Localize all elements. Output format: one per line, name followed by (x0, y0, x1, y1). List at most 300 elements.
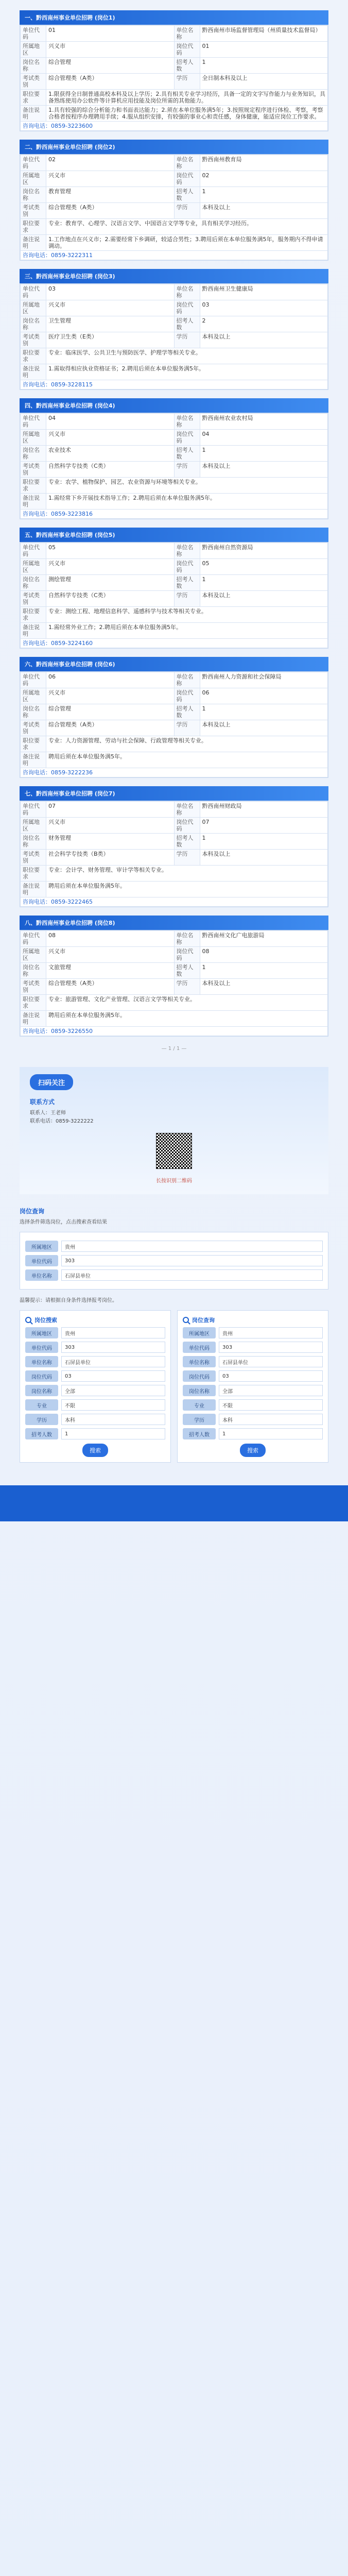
table-row (21, 380, 328, 389)
field-label: 单位代码 (21, 802, 46, 818)
search-field-input[interactable]: 1 (61, 1428, 165, 1439)
filter-section-title: 岗位查询 (20, 1208, 45, 1215)
search-field-label: 学历 (183, 1414, 216, 1425)
table-row (21, 963, 328, 979)
quick-name-input[interactable]: 石屏县单位 (61, 1269, 323, 1281)
search-field-input[interactable]: 303 (219, 1342, 323, 1353)
table-row (21, 90, 328, 106)
field-label: 所属地区 (21, 42, 46, 58)
job-table (20, 930, 328, 1036)
field-label: 单位名称 (174, 155, 200, 171)
field-label: 岗位名称 (21, 963, 46, 979)
field-label: 单位名称 (174, 284, 200, 300)
field-value: 1.具有较强的综合分析能力和书面表达能力；2.须在本单位服务满5年；3.按照规定程序进行体检、考察，考察合格者按程序办理聘用手续；4.服从组织安排，有较强的事业心和责任感，身体健康，能适应岗位工作要求。 (46, 106, 328, 122)
consult-phone: 咨询电话：0859-3223600 (21, 122, 328, 131)
field-value: 1 (200, 834, 328, 850)
field-label: 职位要求 (21, 348, 46, 364)
field-value: 综合管理类（A类） (46, 720, 175, 736)
table-row (21, 284, 328, 300)
search-field-input[interactable]: 贵州 (219, 1327, 323, 1338)
field-label: 备注说明 (21, 752, 46, 768)
field-value: 综合管理 (46, 704, 175, 720)
field-value: 黔西南州农业农村局 (200, 414, 328, 430)
search-field-label: 所属地区 (183, 1327, 216, 1338)
field-value: 专业：教育学、心理学、汉语言文学、中国语言文学等专业，具有相关学习经历。 (46, 219, 328, 235)
search-field-input[interactable]: 03 (219, 1370, 323, 1382)
field-label: 所属地区 (21, 300, 46, 316)
table-row (21, 575, 328, 591)
field-label: 招考人数 (174, 834, 200, 850)
field-value: 综合管理类（A类） (46, 979, 175, 995)
search-field-label: 岗位名称 (25, 1385, 58, 1396)
field-value: 07 (200, 818, 328, 834)
field-value: 06 (200, 688, 328, 704)
job-table (20, 672, 328, 777)
table-row (21, 736, 328, 752)
field-label: 考试类别 (21, 203, 46, 219)
table-row (21, 607, 328, 623)
table-row (21, 720, 328, 736)
search-field-input[interactable]: 03 (61, 1370, 165, 1382)
field-value: 兴义市 (46, 688, 175, 704)
field-value: 03 (200, 300, 328, 316)
consult-phone: 咨询电话：0859-3222465 (21, 897, 328, 907)
field-value: 01 (46, 26, 175, 42)
search-field-row (25, 1399, 165, 1411)
search-field-label: 单位代码 (183, 1342, 216, 1353)
field-label: 职位要求 (21, 995, 46, 1011)
search-field-input[interactable]: 不限 (219, 1399, 323, 1411)
quick-code-label: 单位代码 (25, 1255, 58, 1266)
table-row (21, 58, 328, 74)
field-value: 兴义市 (46, 42, 175, 58)
field-value: 黔西南州人力资源和社会保障局 (200, 672, 328, 688)
quick-area-row (25, 1241, 323, 1252)
field-label: 所属地区 (21, 559, 46, 575)
field-value: 专业：农学、植物保护、园艺、农业资源与环境等相关专业。 (46, 478, 328, 494)
table-row (21, 235, 328, 251)
field-value: 文旅管理 (46, 963, 175, 979)
table-row (21, 171, 328, 187)
field-value: 兴义市 (46, 430, 175, 446)
search-field-label: 单位名称 (183, 1356, 216, 1367)
table-row (21, 348, 328, 364)
field-label: 单位名称 (174, 414, 200, 430)
search-field-label: 岗位名称 (183, 1385, 216, 1396)
filter-area (20, 1194, 328, 1475)
field-value: 1 (200, 704, 328, 720)
table-row (21, 979, 328, 995)
table-row (21, 446, 328, 462)
table-row (21, 834, 328, 850)
field-label: 岗位名称 (21, 187, 46, 203)
table-row (21, 316, 328, 332)
field-value: 1 (200, 187, 328, 203)
search-field-label: 学历 (25, 1414, 58, 1425)
table-row (21, 688, 328, 704)
field-label: 备注说明 (21, 623, 46, 639)
table-row (21, 203, 328, 219)
field-value: 兴义市 (46, 300, 175, 316)
field-label: 学历 (174, 720, 200, 736)
field-value: 聘用后须在本单位服务满5年。 (46, 882, 328, 897)
right-card-header (183, 1316, 323, 1324)
search-field-row (183, 1414, 323, 1425)
job-table (20, 543, 328, 648)
field-label: 岗位代码 (174, 559, 200, 575)
search-field-row (25, 1327, 165, 1338)
search-field-input[interactable]: 贵州 (61, 1327, 165, 1338)
field-label: 学历 (174, 979, 200, 995)
search-field-input[interactable]: 本科 (61, 1414, 165, 1425)
search-field-row (183, 1385, 323, 1396)
field-label: 职位要求 (21, 219, 46, 235)
field-value: 1.需经常外业工作；2.聘用后须在本单位服务满5年。 (46, 623, 328, 639)
search-field-label: 单位名称 (25, 1356, 58, 1367)
field-value: 05 (200, 559, 328, 575)
field-label: 单位代码 (21, 543, 46, 559)
field-label: 考试类别 (21, 850, 46, 866)
field-value: 黔西南州教育局 (200, 155, 328, 171)
consult-phone: 咨询电话：0859-3228115 (21, 380, 328, 389)
search-field-input[interactable]: 石屏县单位 (61, 1356, 165, 1367)
table-row (21, 42, 328, 58)
field-label: 所属地区 (21, 171, 46, 187)
field-label: 学历 (174, 850, 200, 866)
field-label: 岗位代码 (174, 171, 200, 187)
job-table (20, 155, 328, 260)
field-value: 医疗卫生类（E类） (46, 332, 175, 348)
field-value: 1 (200, 575, 328, 591)
table-row (21, 187, 328, 203)
field-value: 本科及以上 (200, 850, 328, 866)
field-label: 招考人数 (174, 963, 200, 979)
job-block (20, 801, 328, 907)
field-value: 04 (46, 414, 175, 430)
section-title: 七、黔西南州事业单位招聘 (岗位7) (20, 786, 328, 801)
field-label: 备注说明 (21, 882, 46, 897)
field-value: 1.限获得全日制普通高校本科及以上学历；2.具有相关专业学习经历，具备一定的文字写作能力与业务知识，具备熟练使用办公软件等计算机应用技能及岗位所需的其他能力。 (46, 90, 328, 106)
field-value: 黔西南州自然资源局 (200, 543, 328, 559)
search-field-row (25, 1385, 165, 1396)
field-label: 考试类别 (21, 332, 46, 348)
field-label: 岗位名称 (21, 446, 46, 462)
field-label: 职位要求 (21, 478, 46, 494)
field-value: 专业：旅游管理、文化产业管理、汉语言文学等相关专业。 (46, 995, 328, 1011)
right-card-fields (183, 1327, 323, 1439)
table-row (21, 947, 328, 963)
field-value: 综合管理 (46, 58, 175, 74)
field-label: 学历 (174, 74, 200, 90)
table-row (21, 414, 328, 430)
search-field-row (183, 1428, 323, 1439)
search-cards (20, 1310, 328, 1470)
job-sections (20, 0, 328, 1037)
field-value: 综合管理类（A类） (46, 203, 175, 219)
search-field-input[interactable]: 不限 (61, 1399, 165, 1411)
field-label: 考试类别 (21, 720, 46, 736)
field-value: 08 (46, 931, 175, 947)
search-field-row (183, 1342, 323, 1353)
field-label: 单位名称 (174, 931, 200, 947)
job-block (20, 542, 328, 649)
search-field-input[interactable]: 全部 (219, 1385, 323, 1396)
table-row (21, 931, 328, 947)
quick-name-label: 单位名称 (25, 1269, 58, 1281)
field-label: 单位名称 (174, 26, 200, 42)
table-row (21, 219, 328, 235)
field-value: 05 (46, 543, 175, 559)
search-field-label: 招考人数 (25, 1428, 58, 1439)
field-label: 岗位代码 (174, 300, 200, 316)
field-label: 岗位名称 (21, 834, 46, 850)
contact-line-1: 联系人：王老师 (30, 1110, 66, 1116)
qr-section (20, 1067, 328, 1194)
table-row (21, 704, 328, 720)
consult-phone: 咨询电话：0859-3222311 (21, 251, 328, 260)
field-value: 2 (200, 316, 328, 332)
field-value: 农业技术 (46, 446, 175, 462)
table-row (21, 559, 328, 575)
table-row (21, 591, 328, 607)
field-value: 财务管理 (46, 834, 175, 850)
search-field-row (25, 1414, 165, 1425)
search-field-row (25, 1356, 165, 1367)
search-field-label: 招考人数 (183, 1428, 216, 1439)
field-value: 综合管理类（A类） (46, 74, 175, 90)
table-row (21, 332, 328, 348)
field-label: 职位要求 (21, 607, 46, 623)
field-value: 1.需经常下乡开展技术指导工作；2.聘用后须在本单位服务满5年。 (46, 494, 328, 510)
field-label: 岗位代码 (174, 688, 200, 704)
filter-hint: 选择条件筛选岗位，点击搜索查看结果 (20, 1219, 107, 1225)
job-block (20, 413, 328, 519)
quick-area-select[interactable]: 贵州 (61, 1241, 323, 1252)
field-label: 招考人数 (174, 58, 200, 74)
job-table (20, 801, 328, 907)
field-label: 岗位名称 (21, 704, 46, 720)
search-field-label: 单位代码 (25, 1342, 58, 1353)
field-label: 考试类别 (21, 462, 46, 478)
consult-phone: 咨询电话：0859-3226550 (21, 1027, 328, 1036)
field-value: 专业：测绘工程、地理信息科学、遥感科学与技术等相关专业。 (46, 607, 328, 623)
search-field-input[interactable]: 303 (61, 1342, 165, 1353)
search-field-row (25, 1428, 165, 1439)
field-label: 岗位代码 (174, 42, 200, 58)
quick-filter-card (20, 1232, 328, 1290)
field-label: 考试类别 (21, 979, 46, 995)
field-value: 专业：人力资源管理、劳动与社会保障、行政管理等相关专业。 (46, 736, 328, 752)
field-value: 1.需取得相应执业资格证书；2.聘用后须在本单位服务满5年。 (46, 364, 328, 380)
job-block (20, 154, 328, 261)
job-block (20, 930, 328, 1037)
search-field-input[interactable]: 石屏县单位 (219, 1356, 323, 1367)
consult-phone: 咨询电话：0859-3224160 (21, 639, 328, 648)
table-row (21, 818, 328, 834)
field-value: 1 (200, 58, 328, 74)
field-label: 招考人数 (174, 446, 200, 462)
table-row (21, 300, 328, 316)
table-row (21, 802, 328, 818)
search-icon (183, 1317, 189, 1323)
table-row (21, 672, 328, 688)
field-value: 01 (200, 42, 328, 58)
field-value: 1.工作地点在兴义市；2.需要经常下乡调研，较适合男性；3.聘用后须在本单位服务满5年，服务期内不得申请调动。 (46, 235, 328, 251)
search-field-row (25, 1370, 165, 1382)
search-field-label: 岗位代码 (183, 1370, 216, 1382)
section-title: 六、黔西南州事业单位招聘 (岗位6) (20, 657, 328, 671)
field-label: 岗位代码 (174, 818, 200, 834)
field-value: 全日制本科及以上 (200, 74, 328, 90)
search-field-row (183, 1399, 323, 1411)
field-label: 职位要求 (21, 90, 46, 106)
contact-title: 联系方式 (30, 1098, 55, 1106)
field-value: 黔西南州市场监督管理局（州质量技术监督局） (200, 26, 328, 42)
left-card-title: 岗位搜索 (34, 1317, 57, 1324)
field-value: 兴义市 (46, 171, 175, 187)
job-block (20, 283, 328, 390)
field-value: 自然科学专技类（C类） (46, 462, 175, 478)
section-title: 一、黔西南州事业单位招聘 (岗位1) (20, 10, 328, 25)
field-value: 黔西南州卫生健康局 (200, 284, 328, 300)
field-value: 本科及以上 (200, 591, 328, 607)
field-label: 单位代码 (21, 931, 46, 947)
job-table (20, 284, 328, 389)
field-label: 岗位名称 (21, 316, 46, 332)
field-value: 04 (200, 430, 328, 446)
quick-code-row (25, 1255, 323, 1266)
field-label: 岗位代码 (174, 947, 200, 963)
table-row (21, 251, 328, 260)
search-field-row (183, 1356, 323, 1367)
table-row (21, 850, 328, 866)
section-title: 五、黔西南州事业单位招聘 (岗位5) (20, 528, 328, 542)
job-table (20, 25, 328, 131)
right-search-button[interactable]: 搜索 (240, 1444, 266, 1457)
search-field-input[interactable]: 1 (219, 1428, 323, 1439)
table-row (21, 430, 328, 446)
job-block (20, 25, 328, 131)
field-label: 备注说明 (21, 364, 46, 380)
field-value: 06 (46, 672, 175, 688)
contact-line-2: 联系电话：0859-3222222 (30, 1118, 94, 1124)
section-title: 四、黔西南州事业单位招聘 (岗位4) (20, 398, 328, 413)
section-title: 三、黔西南州事业单位招聘 (岗位3) (20, 269, 328, 283)
table-row (21, 462, 328, 478)
section-title: 八、黔西南州事业单位招聘 (岗位8) (20, 916, 328, 930)
job-table (20, 413, 328, 519)
field-value: 聘用后须在本单位服务满5年。 (46, 1011, 328, 1027)
table-row (21, 510, 328, 519)
search-field-input[interactable]: 全部 (61, 1385, 165, 1396)
table-row (21, 1027, 328, 1036)
pager[interactable]: — 1 / 1 — (161, 1046, 187, 1052)
field-label: 岗位名称 (21, 58, 46, 74)
field-value: 教育管理 (46, 187, 175, 203)
quick-name-row (25, 1269, 323, 1281)
field-label: 单位代码 (21, 672, 46, 688)
field-value: 本科及以上 (200, 462, 328, 478)
table-row (21, 74, 328, 90)
search-field-label: 所属地区 (25, 1327, 58, 1338)
table-row (21, 866, 328, 882)
field-value: 02 (200, 171, 328, 187)
left-card-header (25, 1316, 165, 1324)
table-row (21, 897, 328, 907)
field-value: 本科及以上 (200, 979, 328, 995)
table-row (21, 478, 328, 494)
quick-area-label: 所属地区 (25, 1241, 58, 1252)
table-row (21, 623, 328, 639)
field-label: 备注说明 (21, 494, 46, 510)
field-value: 测绘管理 (46, 575, 175, 591)
field-label: 单位代码 (21, 414, 46, 430)
right-card-title: 岗位查询 (192, 1317, 215, 1324)
field-label: 单位代码 (21, 26, 46, 42)
left-card-fields (25, 1327, 165, 1439)
field-label: 所属地区 (21, 430, 46, 446)
field-value: 专业：临床医学、公共卫生与预防医学、护理学等相关专业。 (46, 348, 328, 364)
field-label: 学历 (174, 591, 200, 607)
search-field-label: 专业 (25, 1399, 58, 1411)
qr-code-image (156, 1133, 192, 1169)
search-icon (25, 1317, 31, 1323)
field-value: 1 (200, 963, 328, 979)
field-label: 招考人数 (174, 704, 200, 720)
field-label: 备注说明 (21, 235, 46, 251)
field-value: 本科及以上 (200, 720, 328, 736)
field-label: 单位代码 (21, 155, 46, 171)
bottom-area (20, 1067, 328, 1475)
qr-header: 扫码关注 (30, 1074, 73, 1090)
consult-phone: 咨询电话：0859-3222236 (21, 768, 328, 777)
search-field-input[interactable]: 本科 (219, 1414, 323, 1425)
field-label: 招考人数 (174, 575, 200, 591)
table-row (21, 752, 328, 768)
table-row (21, 543, 328, 559)
field-value: 本科及以上 (200, 332, 328, 348)
field-label: 备注说明 (21, 106, 46, 122)
field-label: 所属地区 (21, 818, 46, 834)
field-label: 职位要求 (21, 736, 46, 752)
quick-code-input[interactable]: 303 (61, 1255, 323, 1266)
field-label: 岗位名称 (21, 575, 46, 591)
field-value: 本科及以上 (200, 203, 328, 219)
field-label: 招考人数 (174, 316, 200, 332)
table-row (21, 364, 328, 380)
field-label: 职位要求 (21, 866, 46, 882)
field-value: 卫生管理 (46, 316, 175, 332)
right-search-card (177, 1310, 328, 1463)
field-label: 单位名称 (174, 543, 200, 559)
job-block (20, 671, 328, 778)
left-search-button[interactable]: 搜索 (82, 1444, 108, 1457)
field-label: 招考人数 (174, 187, 200, 203)
field-value: 自然科学专技类（C类） (46, 591, 175, 607)
field-label: 学历 (174, 332, 200, 348)
search-field-label: 岗位代码 (25, 1370, 58, 1382)
table-row (21, 1011, 328, 1027)
table-row (21, 155, 328, 171)
field-value: 1 (200, 446, 328, 462)
table-row (21, 882, 328, 897)
content-wrap (20, 0, 328, 1475)
table-row (21, 122, 328, 131)
table-row (21, 26, 328, 42)
field-label: 学历 (174, 203, 200, 219)
field-value: 兴义市 (46, 559, 175, 575)
field-label: 学历 (174, 462, 200, 478)
